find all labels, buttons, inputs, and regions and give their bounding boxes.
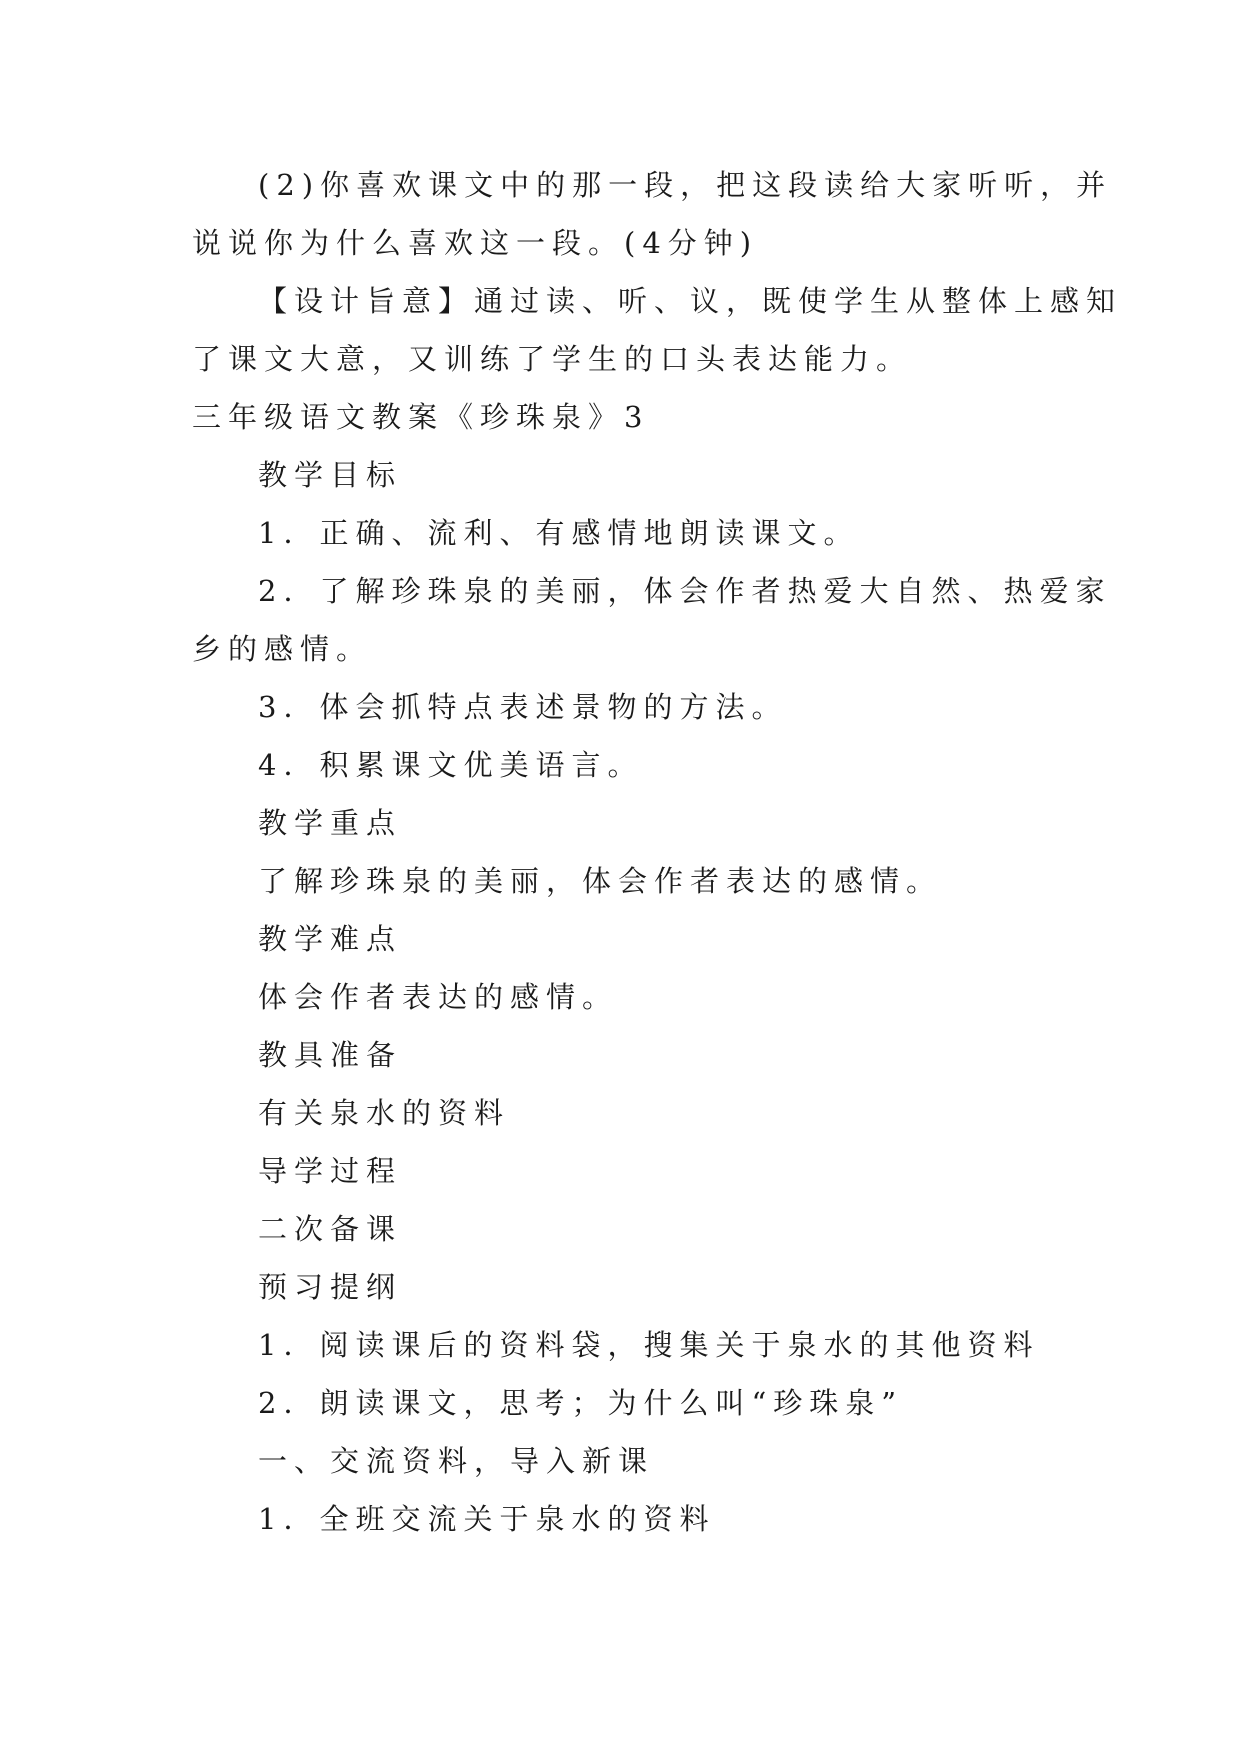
section-title: 三年级语文教案《珍珠泉》3 [192, 400, 650, 434]
heading-key-points: 教学重点 [258, 806, 403, 840]
goal-item-1: 1．正确、流利、有感情地朗读课文。 [258, 516, 860, 550]
goal-item-3: 3．体会抓特点表述景物的方法。 [258, 690, 788, 724]
heading-process: 导学过程 [258, 1154, 403, 1188]
materials-text: 有关泉水的资料 [258, 1096, 511, 1130]
preview-item-2: 2．朗读课文，思考；为什么叫“珍珠泉” [258, 1386, 904, 1420]
heading-second-prep: 二次备课 [258, 1212, 403, 1246]
heading-teaching-goals: 教学目标 [258, 458, 403, 492]
paragraph-line-3: 【设计旨意】通过读、听、议，既使学生从整体上感知 [258, 284, 1123, 318]
preview-item-1: 1．阅读课后的资料袋，搜集关于泉水的其他资料 [258, 1328, 1040, 1362]
difficulties-text: 体会作者表达的感情。 [258, 980, 619, 1014]
paragraph-line-2: 说说你为什么喜欢这一段。(4分钟) [192, 226, 759, 260]
heading-materials: 教具准备 [258, 1038, 403, 1072]
key-points-text: 了解珍珠泉的美丽，体会作者表达的感情。 [258, 864, 943, 898]
paragraph-line-1: (2)你喜欢课文中的那一段，把这段读给大家听听，并 [258, 168, 1113, 202]
heading-difficulties: 教学难点 [258, 922, 403, 956]
section-one-item-1: 1．全班交流关于泉水的资料 [258, 1502, 716, 1536]
goal-item-2-continued: 乡的感情。 [192, 632, 373, 666]
section-one-heading: 一、交流资料，导入新课 [258, 1444, 655, 1478]
goal-item-2: 2．了解珍珠泉的美丽，体会作者热爱大自然、热爱家 [258, 574, 1112, 608]
heading-preview-outline: 预习提纲 [258, 1270, 403, 1304]
goal-item-4: 4．积累课文优美语言。 [258, 748, 644, 782]
paragraph-line-4: 了课文大意，又训练了学生的口头表达能力。 [192, 342, 913, 376]
